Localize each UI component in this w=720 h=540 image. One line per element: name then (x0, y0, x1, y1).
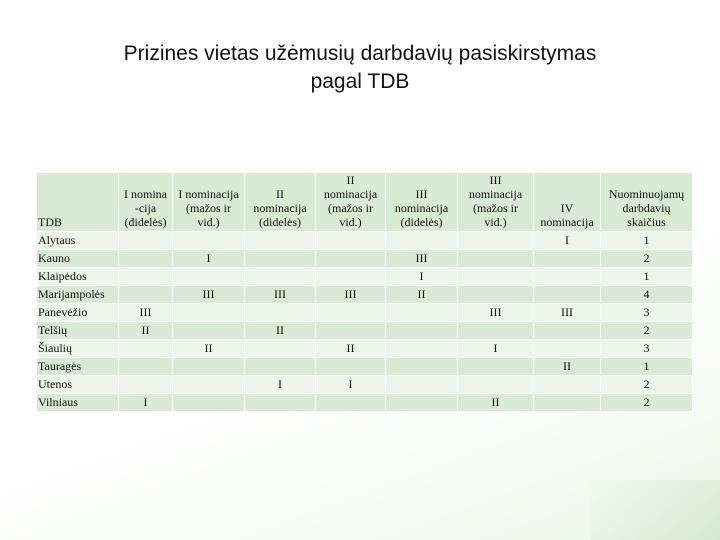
column-header-line: -cija (134, 201, 157, 215)
table-cell (316, 304, 386, 322)
table-cell (386, 376, 458, 394)
table-cell (458, 250, 534, 268)
corner-decoration (590, 480, 720, 540)
column-header-line: Nuominuojamų (608, 187, 685, 201)
column-header (534, 173, 601, 232)
table-cell: III (534, 304, 601, 322)
table-cell (173, 394, 245, 412)
table-cell: III (386, 250, 458, 268)
table-cell: 1 (601, 232, 693, 250)
table-cell: II (534, 358, 601, 376)
table-cell (245, 268, 316, 286)
column-header (316, 173, 386, 232)
table-cell (119, 286, 173, 304)
column-header-line: IV (560, 201, 574, 215)
row-label: Klaipėdos (37, 268, 119, 286)
table-row (37, 394, 693, 412)
table-cell (245, 304, 316, 322)
table-cell: II (119, 322, 173, 340)
table-row (37, 232, 693, 250)
table-row (37, 358, 693, 376)
table-cell (119, 268, 173, 286)
column-header (119, 173, 173, 232)
row-label: Alytaus (37, 232, 119, 250)
table-cell: 3 (601, 304, 693, 322)
table-cell (119, 358, 173, 376)
column-header-line: nominacija (540, 215, 594, 229)
table-cell: 1 (601, 358, 693, 376)
column-header (386, 173, 458, 232)
table-cell: I (173, 250, 245, 268)
column-header (458, 173, 534, 232)
table-cell (119, 232, 173, 250)
table-body (37, 173, 693, 412)
tdb-distribution-table (36, 172, 693, 412)
table-cell (458, 358, 534, 376)
table-cell (173, 232, 245, 250)
table-cell (173, 358, 245, 376)
column-header-line: (didelės) (259, 215, 301, 229)
table-cell (386, 358, 458, 376)
table-cell (245, 358, 316, 376)
table-cell (458, 268, 534, 286)
table-cell: I (316, 376, 386, 394)
table-row (37, 322, 693, 340)
table-cell (173, 376, 245, 394)
table-cell (386, 304, 458, 322)
table-cell (534, 268, 601, 286)
table-row (37, 304, 693, 322)
column-header-line: III (489, 173, 502, 187)
title-line-2: pagal TDB (310, 70, 410, 93)
column-header-line: (mažos ir (473, 201, 518, 215)
table-cell: III (316, 286, 386, 304)
table-cell (316, 322, 386, 340)
row-label: Kauno (37, 250, 119, 268)
row-label: Vilniaus (37, 394, 119, 412)
table-cell: II (245, 322, 316, 340)
header-row (37, 173, 693, 232)
column-header-line: vid.) (339, 215, 362, 229)
table-row (37, 340, 693, 358)
table-cell (245, 340, 316, 358)
table-row (37, 286, 693, 304)
table-cell (316, 232, 386, 250)
table-cell (316, 394, 386, 412)
column-header-line: nominacija (253, 201, 307, 215)
table-cell: III (458, 304, 534, 322)
table-cell (119, 340, 173, 358)
table-cell (245, 394, 316, 412)
column-header (245, 173, 316, 232)
table-cell (534, 340, 601, 358)
table-cell (386, 394, 458, 412)
table-cell (386, 232, 458, 250)
column-header-line: darbdavių (622, 201, 671, 215)
column-header-line: II (276, 187, 284, 201)
table-cell (173, 322, 245, 340)
table-cell: III (173, 286, 245, 304)
table-cell: I (245, 376, 316, 394)
column-header (601, 173, 693, 232)
table-cell (316, 268, 386, 286)
column-header-line: nominacija (394, 201, 449, 215)
table-cell (245, 232, 316, 250)
table-cell (316, 250, 386, 268)
table-cell (316, 358, 386, 376)
column-header-line: I nominacija (178, 187, 239, 201)
table-cell (119, 376, 173, 394)
table-cell: 2 (601, 376, 693, 394)
header-corner: TDB (37, 173, 119, 232)
slide-title (40, 40, 680, 96)
row-label: Šiaulių (37, 340, 119, 358)
table-cell (245, 250, 316, 268)
table-cell: II (386, 286, 458, 304)
table-cell: II (173, 340, 245, 358)
table-cell (458, 322, 534, 340)
table-cell (386, 340, 458, 358)
table-cell: 2 (601, 394, 693, 412)
table-row (37, 250, 693, 268)
table-cell (173, 304, 245, 322)
table-cell: 4 (601, 286, 693, 304)
table-cell (173, 268, 245, 286)
column-header-line: I nomina (124, 187, 167, 201)
table-cell (534, 376, 601, 394)
table-cell: I (386, 268, 458, 286)
column-header-line: vid.) (197, 215, 220, 229)
row-label: Tauragės (37, 358, 119, 376)
column-header-line: (didelės) (400, 215, 443, 229)
row-label: Utenos (37, 376, 119, 394)
row-label: Panevėžio (37, 304, 119, 322)
table-cell (386, 322, 458, 340)
table-cell: 2 (601, 250, 693, 268)
table-cell: 3 (601, 340, 693, 358)
table-row (37, 268, 693, 286)
column-header-line: (mažos ir (328, 201, 373, 215)
column-header-line: III (415, 187, 428, 201)
table-cell (458, 286, 534, 304)
row-label: Marijampolės (37, 286, 119, 304)
table-cell (534, 286, 601, 304)
table-cell: I (534, 232, 601, 250)
table-cell: 2 (601, 322, 693, 340)
table-cell (534, 250, 601, 268)
table-cell (119, 250, 173, 268)
table-cell (534, 322, 601, 340)
table-cell (458, 376, 534, 394)
row-label: Telšių (37, 322, 119, 340)
column-header-line: skaičius (627, 215, 666, 229)
table-cell (458, 232, 534, 250)
column-header-line: II (346, 173, 355, 187)
column-header-line: nominacija (323, 187, 378, 201)
table-cell (534, 394, 601, 412)
table-cell: I (458, 340, 534, 358)
table-cell: I (119, 394, 173, 412)
table-cell: III (245, 286, 316, 304)
title-line-1: Prizines vietas užėmusių darbdavių pasiskirstymas (123, 42, 597, 65)
column-header-line: nominacija (468, 187, 523, 201)
column-header (173, 173, 245, 232)
table-row (37, 376, 693, 394)
table-cell: III (119, 304, 173, 322)
column-header-line: vid.) (484, 215, 507, 229)
column-header-line: (mažos ir (186, 201, 231, 215)
table-cell: II (458, 394, 534, 412)
table-cell: 1 (601, 268, 693, 286)
table-cell: II (316, 340, 386, 358)
column-header-line: (didelės) (124, 215, 167, 229)
